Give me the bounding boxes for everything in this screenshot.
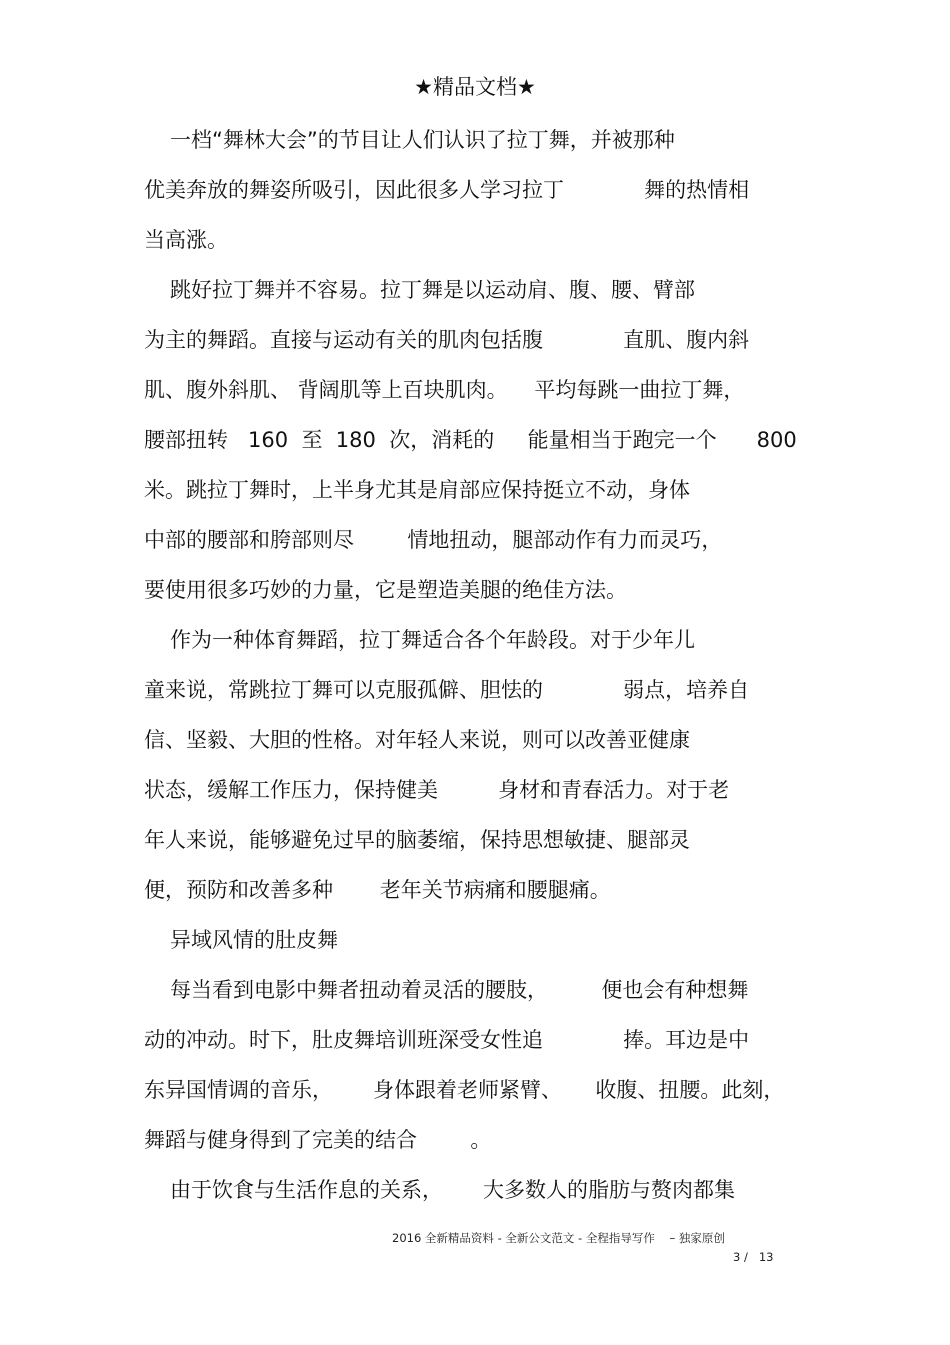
paragraph-line: 状态，缓解工作压力，保持健美 身材和青春活力。对于老 (144, 778, 730, 802)
paragraph-line: 年人来说，能够避免过早的脑萎缩，保持思想敏捷、腿部灵 (144, 828, 690, 852)
paragraph-line: 每当看到电影中舞者扭动着灵活的腰肢， 便也会有种想舞 (170, 978, 749, 1002)
paragraph-line: 由于饮食与生活作息的关系， 大多数人的脂肪与赘肉都集 (170, 1178, 736, 1202)
paragraph-line: 肌、腹外斜肌、 背阔肌等上百块肌肉。 平均每跳一曲拉丁舞， (144, 378, 745, 402)
paragraph-line: 腰部扭转 160 至 180 次，消耗的 能量相当于跑完一个 800 (144, 428, 797, 452)
paragraph-line: 当高涨。 (144, 228, 228, 252)
paragraph-line: 东异国情调的音乐， 身体跟着老师紧臂、 收腹、扭腰。此刻， (144, 1078, 785, 1102)
paragraph-line: 一档“舞林大会”的节目让人们认识了拉丁舞，并被那种 (170, 128, 675, 152)
paragraph-line: 优美奔放的舞姿所吸引，因此很多人学习拉丁 舞的热情相 (144, 178, 750, 202)
paragraph-line: 便，预防和改善多种 老年关节病痛和腰腿痛。 (144, 878, 611, 902)
paragraph-line: 舞蹈与健身得到了完美的结合 。 (144, 1128, 492, 1152)
paragraph-line: 作为一种体育舞蹈，拉丁舞适合各个年龄段。对于少年儿 (170, 628, 695, 652)
page-header-title: ★精品文档★ (414, 75, 536, 99)
paragraph-line: 跳好拉丁舞并不容易。拉丁舞是以运动肩、腹、腰、臂部 (170, 278, 695, 302)
section-heading: 异域风情的肚皮舞 (170, 928, 338, 952)
paragraph-line: 中部的腰部和胯部则尽 情地扭动，腿部动作有力而灵巧， (144, 528, 723, 552)
page-footer-text: 2016 全新精品资料 - 全新公文范文 - 全程指导写作 – 独家原创 (392, 1231, 725, 1245)
page-number: 3 / 13 (733, 1250, 774, 1264)
paragraph-line: 童来说，常跳拉丁舞可以克服孤僻、胆怯的 弱点，培养自 (144, 678, 750, 702)
paragraph-line: 米。跳拉丁舞时，上半身尤其是肩部应保持挺立不动，身体 (144, 478, 690, 502)
paragraph-line: 为主的舞蹈。直接与运动有关的肌肉包括腹 直肌、腹内斜 (144, 328, 750, 352)
paragraph-line: 要使用很多巧妙的力量，它是塑造美腿的绝佳方法。 (144, 578, 627, 602)
paragraph-line: 动的冲动。时下，肚皮舞培训班深受女性追 捧。耳边是中 (144, 1028, 750, 1052)
paragraph-line: 信、坚毅、大胆的性格。对年轻人来说，则可以改善亚健康 (144, 728, 690, 752)
